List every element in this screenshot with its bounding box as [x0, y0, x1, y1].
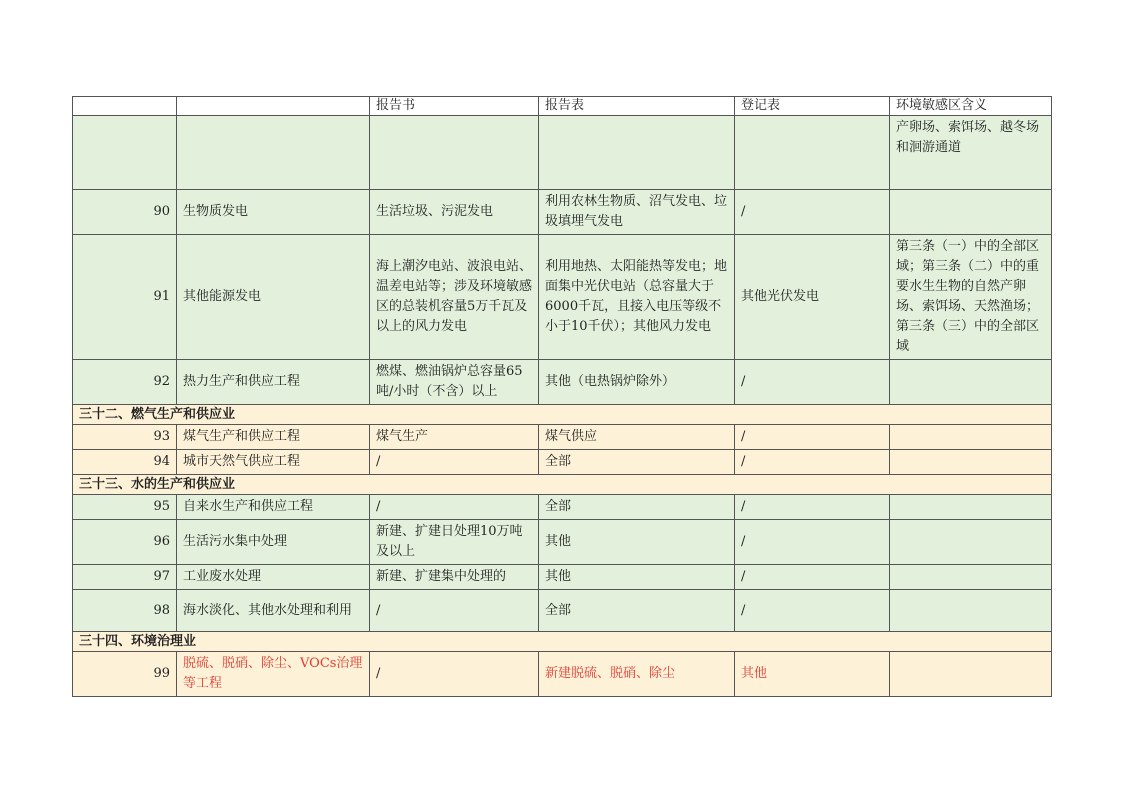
cell-register: /	[735, 190, 890, 235]
cell-name: 热力生产和供应工程	[177, 360, 370, 405]
cell-name: 海水淡化、其他水处理和利用	[177, 590, 370, 632]
table-row-99	[73, 652, 1052, 697]
cell-register: /	[735, 495, 890, 520]
cell-report-form: 利用地热、太阳能热等发电；地面集中光伏电站（总容量大于6000千瓦，且接入电压等级不小于10千伏）；其他风力发电	[539, 235, 735, 360]
cell-sensitive	[890, 425, 1052, 450]
cell-report-form: 其他（电热锅炉除外）	[539, 360, 735, 405]
section-row-34	[73, 632, 1052, 652]
cell-report-form	[539, 116, 735, 190]
cell-num: 98	[73, 590, 177, 632]
cell-num: 96	[73, 520, 177, 565]
table-row-93	[73, 425, 1052, 450]
cell-sensitive	[890, 190, 1052, 235]
cell-num: 94	[73, 450, 177, 475]
header-cell-sensitive: 环境敏感区含义	[890, 97, 1052, 116]
cell-name: 生活污水集中处理	[177, 520, 370, 565]
header-cell-num	[73, 97, 177, 116]
cell-report-book	[370, 116, 539, 190]
cell-register: /	[735, 565, 890, 590]
header-cell-report-book: 报告书	[370, 97, 539, 116]
cell-num: 91	[73, 235, 177, 360]
cell-name: 城市天然气供应工程	[177, 450, 370, 475]
cell-report-book: 燃煤、燃油锅炉总容量65吨/小时（不含）以上	[370, 360, 539, 405]
cell-num: 92	[73, 360, 177, 405]
cell-register: /	[735, 520, 890, 565]
cell-sensitive	[890, 495, 1052, 520]
cell-report-book: 新建、扩建日处理10万吨及以上	[370, 520, 539, 565]
table-row-92	[73, 360, 1052, 405]
cell-report-form: 其他	[539, 520, 735, 565]
cell-report-form: 煤气供应	[539, 425, 735, 450]
section-title: 三十三、水的生产和供应业	[73, 475, 1052, 495]
cell-report-form: 全部	[539, 450, 735, 475]
cell-num	[73, 116, 177, 190]
cell-register: 其他光伏发电	[735, 235, 890, 360]
section-title: 三十四、环境治理业	[73, 632, 1052, 652]
table-row-91	[73, 235, 1052, 360]
cell-num: 97	[73, 565, 177, 590]
cell-sensitive	[890, 590, 1052, 632]
cell-sensitive	[890, 360, 1052, 405]
table-row-96	[73, 520, 1052, 565]
cell-report-form: 全部	[539, 495, 735, 520]
table-row-98	[73, 590, 1052, 632]
table-row-95	[73, 495, 1052, 520]
cell-report-book: 煤气生产	[370, 425, 539, 450]
cell-report-book: 海上潮汐电站、波浪电站、温差电站等；涉及环境敏感区的总装机容量5万千瓦及以上的风力发电	[370, 235, 539, 360]
cell-num: 93	[73, 425, 177, 450]
cell-register: /	[735, 450, 890, 475]
cell-sensitive	[890, 520, 1052, 565]
eia-classification-table	[72, 96, 1052, 697]
cell-report-form: 全部	[539, 590, 735, 632]
cell-register	[735, 116, 890, 190]
cell-report-book: 新建、扩建集中处理的	[370, 565, 539, 590]
section-title: 三十二、燃气生产和供应业	[73, 405, 1052, 425]
table-row-90	[73, 190, 1052, 235]
cell-report-book: /	[370, 590, 539, 632]
cell-name: 生物质发电	[177, 190, 370, 235]
header-cell-name	[177, 97, 370, 116]
table-row-94	[73, 450, 1052, 475]
cell-num: 99	[73, 652, 177, 697]
cell-name: 工业废水处理	[177, 565, 370, 590]
cell-sensitive: 产卵场、索饵场、越冬场和洄游通道	[890, 116, 1052, 190]
section-row-32	[73, 405, 1052, 425]
cell-sensitive	[890, 450, 1052, 475]
cell-sensitive: 第三条（一）中的全部区域；第三条（二）中的重要水生生物的自然产卵场、索饵场、天然渔场；第三条（三）中的全部区域	[890, 235, 1052, 360]
cell-num: 90	[73, 190, 177, 235]
table-row-97	[73, 565, 1052, 590]
cell-report-form: 利用农林生物质、沼气发电、垃圾填埋气发电	[539, 190, 735, 235]
cell-sensitive	[890, 565, 1052, 590]
header-cell-report-form: 报告表	[539, 97, 735, 116]
cell-register: /	[735, 590, 890, 632]
cell-name: 脱硫、脱硝、除尘、VOCs治理等工程	[177, 652, 370, 697]
table-row-continued	[73, 116, 1052, 190]
cell-report-book: /	[370, 495, 539, 520]
cell-report-book: /	[370, 652, 539, 697]
header-cell-register: 登记表	[735, 97, 890, 116]
section-row-33	[73, 475, 1052, 495]
cell-num: 95	[73, 495, 177, 520]
cell-sensitive	[890, 652, 1052, 697]
cell-name: 自来水生产和供应工程	[177, 495, 370, 520]
cell-register: /	[735, 360, 890, 405]
cell-report-book: /	[370, 450, 539, 475]
header-row	[73, 97, 1052, 116]
cell-name	[177, 116, 370, 190]
cell-register: 其他	[735, 652, 890, 697]
cell-report-form: 新建脱硫、脱硝、除尘	[539, 652, 735, 697]
cell-name: 煤气生产和供应工程	[177, 425, 370, 450]
cell-report-book: 生活垃圾、污泥发电	[370, 190, 539, 235]
cell-report-form: 其他	[539, 565, 735, 590]
cell-register: /	[735, 425, 890, 450]
cell-name: 其他能源发电	[177, 235, 370, 360]
